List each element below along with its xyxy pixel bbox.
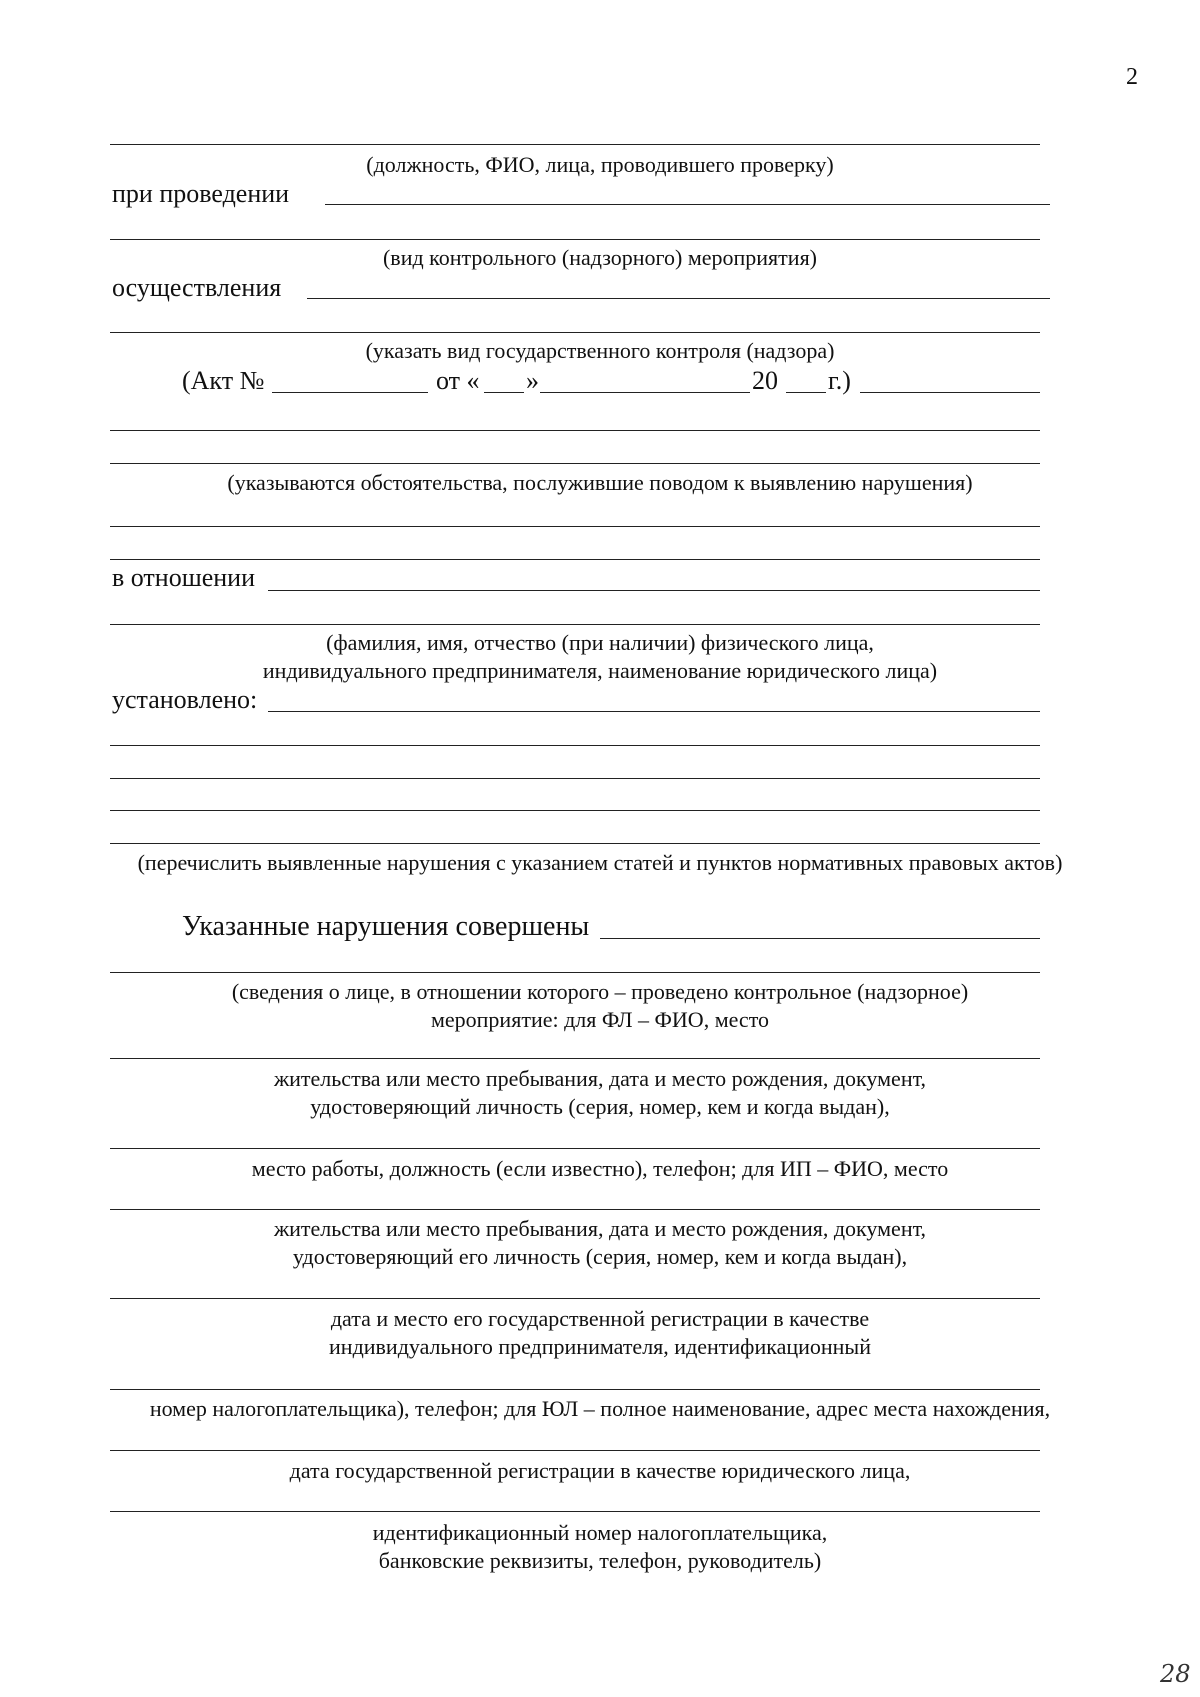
caption-info-4b: удостоверяющий его личность (серия, номер, кем и когда выдан), bbox=[292, 1244, 908, 1269]
caption-info-6: номер налогоплательщика), телефон; для ЮЛ – полное наименование, адрес места нахождения, bbox=[149, 1396, 1051, 1421]
label-committed: Указанные нарушения совершены bbox=[182, 911, 590, 942]
caption-info-2b: удостоверяющий личность (серия, номер, кем и когда выдан), bbox=[310, 1094, 890, 1119]
blank-line-findings-3[interactable] bbox=[110, 810, 1040, 811]
caption-info-8a: идентификационный номер налогоплательщика, bbox=[372, 1520, 828, 1545]
blank-line-info-2[interactable] bbox=[110, 1058, 1040, 1059]
caption-info-7: дата государственной регистрации в качестве юридического лица, bbox=[289, 1458, 911, 1483]
caption-info-4a: жительства или место пребывания, дата и место рождения, документ, bbox=[273, 1216, 927, 1241]
blank-line-control-type[interactable] bbox=[110, 332, 1040, 333]
blank-line-during[interactable] bbox=[325, 204, 1050, 205]
blank-line-implementation[interactable] bbox=[307, 298, 1050, 299]
label-act-year-suffix: г.) bbox=[828, 366, 851, 395]
blank-line-event-type[interactable] bbox=[110, 239, 1040, 240]
blank-line-circumstances-2[interactable] bbox=[110, 463, 1040, 464]
blank-line-info-1[interactable] bbox=[110, 972, 1040, 973]
caption-violations: (перечислить выявленные нарушения с указанием статей и пунктов нормативных правовых актов) bbox=[137, 850, 1063, 875]
caption-info-5b: индивидуального предпринимателя, идентификационный bbox=[329, 1334, 871, 1359]
blank-line-info-5[interactable] bbox=[110, 1298, 1040, 1299]
sheet-number-mark: 28 bbox=[1160, 1660, 1191, 1688]
blank-act-year[interactable] bbox=[786, 392, 826, 393]
blank-line-info-3[interactable] bbox=[110, 1148, 1040, 1149]
blank-line-info-8[interactable] bbox=[110, 1511, 1040, 1512]
blank-line-person[interactable] bbox=[110, 624, 1040, 625]
label-during: при проведении bbox=[112, 179, 290, 208]
blank-line-info-7[interactable] bbox=[110, 1450, 1040, 1451]
blank-line-info-6[interactable] bbox=[110, 1389, 1040, 1390]
blank-line-circumstances-3[interactable] bbox=[110, 526, 1040, 527]
caption-info-3: место работы, должность (если известно), телефон; для ИП – ФИО, место bbox=[251, 1156, 949, 1181]
blank-line-official[interactable] bbox=[110, 144, 1040, 145]
label-act-from: от « bbox=[436, 366, 480, 395]
blank-line-findings-4[interactable] bbox=[110, 843, 1040, 844]
blank-line-findings-1[interactable] bbox=[110, 745, 1040, 746]
blank-line-findings-2[interactable] bbox=[110, 778, 1040, 779]
caption-event-type: (вид контрольного (надзорного) мероприятия) bbox=[382, 245, 818, 270]
caption-circumstances: (указываются обстоятельства, послужившие поводом к выявлению нарушения) bbox=[227, 470, 973, 495]
page-number: 2 bbox=[1126, 64, 1138, 90]
label-implementation: осуществления bbox=[112, 273, 282, 302]
label-regarding: в отношении bbox=[112, 563, 256, 592]
label-act-quote-close: » bbox=[526, 366, 539, 395]
blank-act-day[interactable] bbox=[484, 392, 524, 393]
blank-line-established[interactable] bbox=[268, 711, 1040, 712]
caption-info-1a: (сведения о лице, в отношении которого – проведено контрольное (надзорное) bbox=[231, 979, 969, 1004]
caption-person-line-1: (фамилия, имя, отчество (при наличии) физического лица, bbox=[326, 630, 874, 655]
caption-person-line-2: индивидуального предпринимателя, наименование юридического лица) bbox=[262, 658, 938, 683]
caption-info-8b: банковские реквизиты, телефон, руководитель) bbox=[378, 1548, 822, 1573]
caption-info-5a: дата и место его государственной регистрации в качестве bbox=[330, 1306, 870, 1331]
blank-act-tail[interactable] bbox=[860, 392, 1040, 393]
caption-control-type: (указать вид государственного контроля (надзора) bbox=[365, 338, 835, 363]
blank-line-info-4[interactable] bbox=[110, 1209, 1040, 1210]
blank-line-committed[interactable] bbox=[600, 938, 1040, 939]
caption-info-2a: жительства или место пребывания, дата и место рождения, документ, bbox=[273, 1066, 927, 1091]
label-act-year: 20 bbox=[752, 366, 778, 395]
label-act-open: (Акт № bbox=[182, 366, 265, 395]
blank-line-circumstances-4[interactable] bbox=[110, 559, 1040, 560]
label-established: установлено: bbox=[112, 685, 258, 714]
blank-act-month[interactable] bbox=[540, 392, 750, 393]
caption-info-1b: мероприятие: для ФЛ – ФИО, место bbox=[430, 1007, 770, 1032]
blank-line-circumstances-1[interactable] bbox=[110, 430, 1040, 431]
blank-line-regarding[interactable] bbox=[268, 590, 1040, 591]
blank-act-number[interactable] bbox=[272, 392, 428, 393]
caption-official: (должность, ФИО, лица, проводившего проверку) bbox=[366, 152, 834, 177]
